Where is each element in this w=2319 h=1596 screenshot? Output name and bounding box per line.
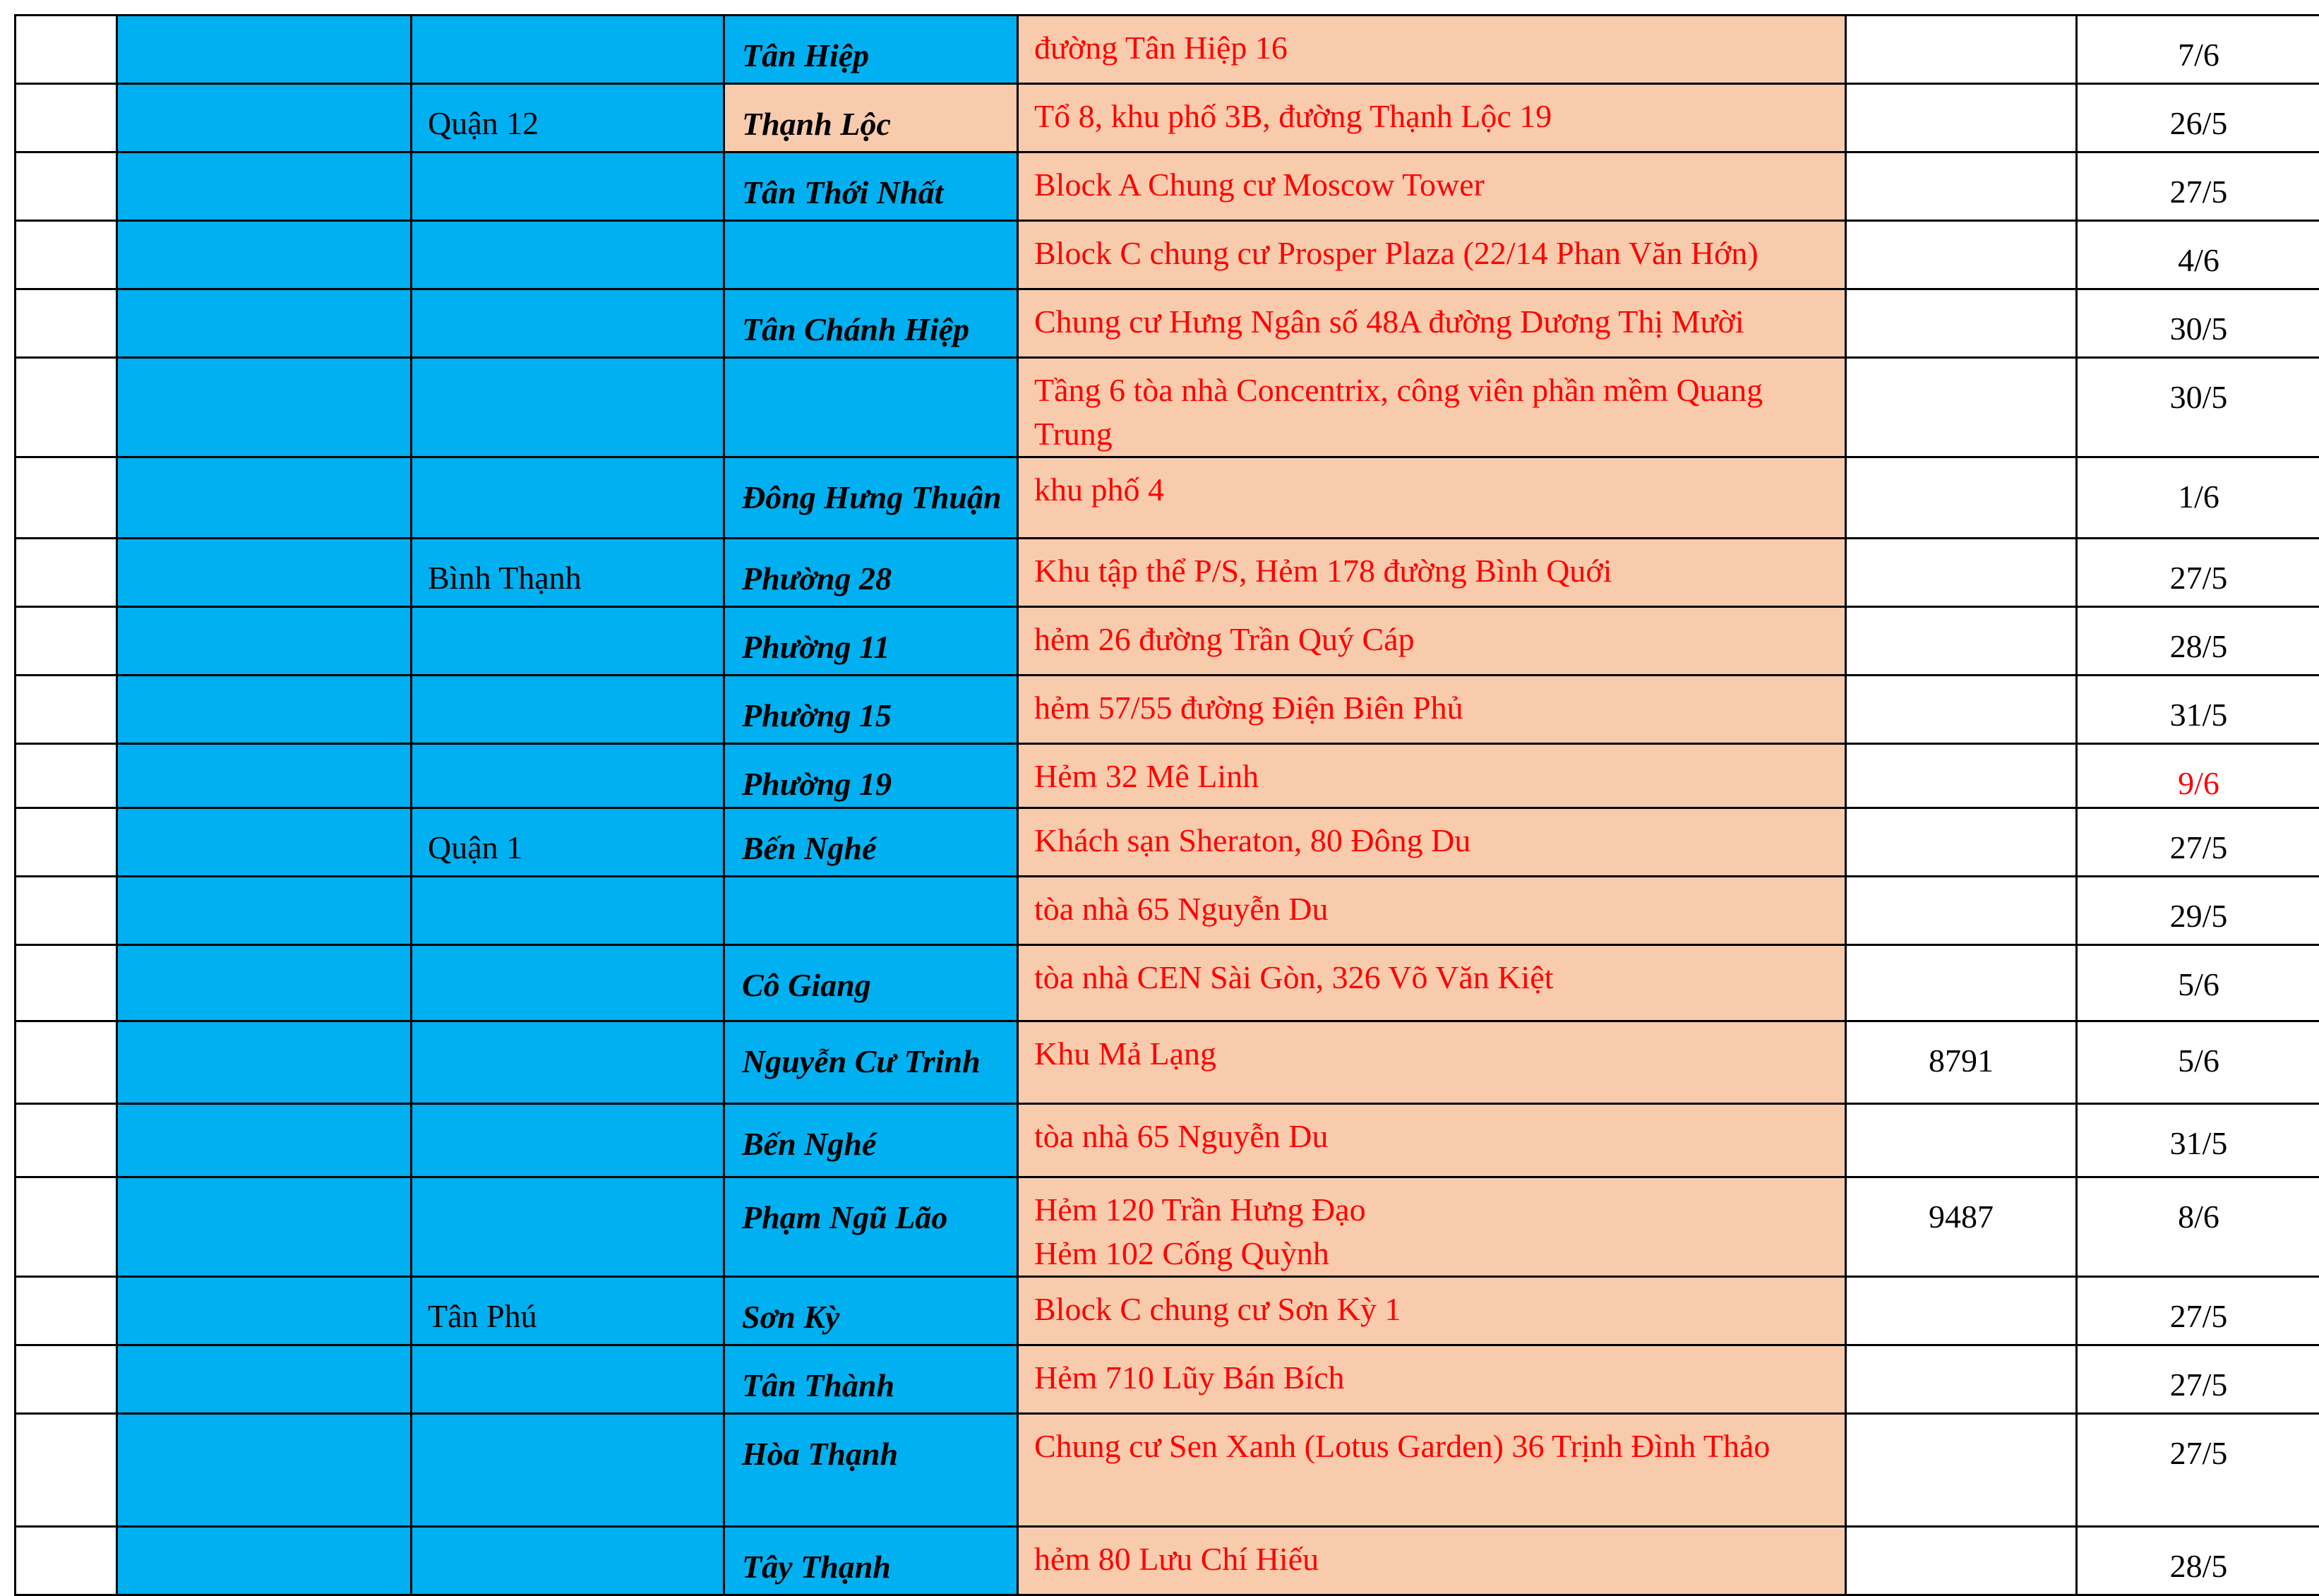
address-text: tòa nhà 65 Nguyễn Du xyxy=(1019,1105,1845,1158)
ward-cell xyxy=(724,1527,1018,1595)
address-cell xyxy=(1018,457,1846,539)
address-cell xyxy=(1018,808,1846,877)
case-count-text xyxy=(1847,458,2075,478)
date-text: 31/5 xyxy=(2078,1105,2319,1162)
ward-text xyxy=(725,877,1017,897)
district-text xyxy=(412,1022,723,1042)
date-text: 28/5 xyxy=(2078,608,2319,665)
date-text: 31/5 xyxy=(2078,676,2319,733)
date-cell xyxy=(2077,539,2319,607)
date-cell xyxy=(2077,84,2319,152)
table-row xyxy=(16,1345,2319,1414)
index-cell xyxy=(16,1414,117,1527)
address-text: hẻm 57/55 đường Điện Biên Phủ xyxy=(1019,676,1845,730)
district-cell xyxy=(412,607,724,676)
index-cell xyxy=(16,539,117,607)
address-text: đường Tân Hiệp 16 xyxy=(1019,16,1845,70)
region-cell xyxy=(117,607,412,676)
region-cell xyxy=(117,945,412,1021)
date-text: 30/5 xyxy=(2078,290,2319,347)
ward-cell xyxy=(724,676,1018,744)
address-cell xyxy=(1018,84,1846,152)
date-cell xyxy=(2077,1021,2319,1104)
ward-cell xyxy=(724,945,1018,1021)
ward-text: Tân Thới Nhất xyxy=(725,153,1017,212)
case-count-text xyxy=(1847,745,2075,764)
case-count-text xyxy=(1847,676,2075,696)
region-cell xyxy=(117,358,412,457)
address-text: Hẻm 710 Lũy Bán Bích xyxy=(1019,1346,1845,1400)
ward-text: Tân Hiệp xyxy=(725,16,1017,76)
case-count-text xyxy=(1847,1415,2075,1434)
ward-text: Phường 11 xyxy=(725,608,1017,667)
district-text: Bình Thạnh xyxy=(412,539,723,596)
ward-cell xyxy=(724,808,1018,877)
date-text: 29/5 xyxy=(2078,877,2319,935)
address-cell xyxy=(1018,1527,1846,1595)
address-cell xyxy=(1018,358,1846,457)
ward-text: Sơn Kỳ xyxy=(725,1278,1017,1337)
ward-cell xyxy=(724,539,1018,607)
address-text: Chung cư Hưng Ngân số 48A đường Dương Thị Mười xyxy=(1019,290,1845,344)
region-cell xyxy=(117,289,412,358)
address-text: tòa nhà 65 Nguyễn Du xyxy=(1019,877,1845,931)
table-row xyxy=(16,744,2319,808)
case-count-text xyxy=(1847,1105,2075,1124)
case-count-cell xyxy=(1846,808,2077,877)
address-text: Block C chung cư Prosper Plaza (22/14 Phan Văn Hớn) xyxy=(1019,222,1845,275)
ward-cell xyxy=(724,16,1018,84)
index-cell xyxy=(16,607,117,676)
case-count-cell xyxy=(1846,16,2077,84)
region-cell xyxy=(117,221,412,289)
address-text: Hẻm 120 Trần Hưng Đạo Hẻm 102 Cống Quỳnh xyxy=(1019,1178,1845,1276)
case-count-text xyxy=(1847,153,2075,173)
case-count-cell xyxy=(1846,1414,2077,1527)
district-cell xyxy=(412,152,724,221)
district-cell xyxy=(412,358,724,457)
district-cell xyxy=(412,1104,724,1177)
table-row xyxy=(16,877,2319,945)
ward-cell xyxy=(724,358,1018,457)
ward-cell xyxy=(724,877,1018,945)
district-cell xyxy=(412,221,724,289)
date-text: 26/5 xyxy=(2078,85,2319,142)
date-text: 27/5 xyxy=(2078,153,2319,210)
index-cell xyxy=(16,1104,117,1177)
index-cell xyxy=(16,1021,117,1104)
date-text: 28/5 xyxy=(2078,1528,2319,1585)
case-count-cell xyxy=(1846,1345,2077,1414)
date-cell xyxy=(2077,1345,2319,1414)
ward-text: Đông Hưng Thuận xyxy=(725,458,1017,517)
ward-text: Phường 28 xyxy=(725,539,1017,599)
case-count-cell xyxy=(1846,945,2077,1021)
district-text xyxy=(412,946,723,966)
date-cell xyxy=(2077,358,2319,457)
case-count-text xyxy=(1847,946,2075,966)
district-text xyxy=(412,16,723,36)
district-text: Tân Phú xyxy=(412,1278,723,1335)
ward-text: Phạm Ngũ Lão xyxy=(725,1178,1017,1237)
date-text: 30/5 xyxy=(2078,359,2319,416)
ward-cell xyxy=(724,744,1018,808)
ward-text: Phường 19 xyxy=(725,745,1017,804)
index-cell xyxy=(16,1277,117,1345)
ward-cell xyxy=(724,457,1018,539)
district-cell xyxy=(412,16,724,84)
ward-text xyxy=(725,359,1017,378)
district-cell xyxy=(412,1345,724,1414)
date-text: 27/5 xyxy=(2078,1278,2319,1335)
address-cell xyxy=(1018,221,1846,289)
address-cell xyxy=(1018,744,1846,808)
address-text: hẻm 80 Lưu Chí Hiếu xyxy=(1019,1528,1845,1581)
district-cell xyxy=(412,808,724,877)
index-cell xyxy=(16,358,117,457)
case-count-text xyxy=(1847,359,2075,378)
table-row xyxy=(16,221,2319,289)
case-count-cell xyxy=(1846,84,2077,152)
case-count-cell xyxy=(1846,1177,2077,1277)
case-count-text xyxy=(1847,85,2075,104)
date-text: 27/5 xyxy=(2078,809,2319,866)
address-text: hẻm 26 đường Trần Quý Cáp xyxy=(1019,608,1845,661)
index-cell xyxy=(16,808,117,877)
ward-text: Tân Chánh Hiệp xyxy=(725,290,1017,349)
table-row xyxy=(16,84,2319,152)
date-text: 27/5 xyxy=(2078,1415,2319,1472)
address-cell xyxy=(1018,1021,1846,1104)
district-cell xyxy=(412,1414,724,1527)
date-cell xyxy=(2077,1414,2319,1527)
ward-cell xyxy=(724,289,1018,358)
address-text: Khu tập thể P/S, Hẻm 178 đường Bình Quới xyxy=(1019,539,1845,593)
region-cell xyxy=(117,1021,412,1104)
district-text xyxy=(412,458,723,478)
case-count-cell xyxy=(1846,744,2077,808)
date-cell xyxy=(2077,676,2319,744)
date-cell xyxy=(2077,607,2319,676)
case-count-cell xyxy=(1846,1527,2077,1595)
index-cell xyxy=(16,1177,117,1277)
index-cell xyxy=(16,457,117,539)
case-count-text xyxy=(1847,539,2075,559)
ward-cell xyxy=(724,1021,1018,1104)
address-text: tòa nhà CEN Sài Gòn, 326 Võ Văn Kiệt xyxy=(1019,946,1845,1000)
ward-cell xyxy=(724,1277,1018,1345)
case-count-text: 9487 xyxy=(1847,1178,2075,1235)
date-cell xyxy=(2077,289,2319,358)
date-text: 4/6 xyxy=(2078,222,2319,279)
ward-text: Tây Thạnh xyxy=(725,1528,1017,1587)
district-cell xyxy=(412,945,724,1021)
ward-text: Hòa Thạnh xyxy=(725,1415,1017,1474)
address-cell xyxy=(1018,676,1846,744)
table-row xyxy=(16,289,2319,358)
region-cell xyxy=(117,1104,412,1177)
date-cell xyxy=(2077,1104,2319,1177)
district-cell xyxy=(412,1021,724,1104)
case-count-text xyxy=(1847,1528,2075,1547)
district-text xyxy=(412,1528,723,1547)
case-count-cell xyxy=(1846,1021,2077,1104)
case-count-text xyxy=(1847,16,2075,36)
ward-text: Bến Nghé xyxy=(725,809,1017,868)
address-cell xyxy=(1018,607,1846,676)
ward-cell xyxy=(724,1177,1018,1277)
address-text: khu phố 4 xyxy=(1019,458,1845,512)
district-text xyxy=(412,676,723,696)
region-cell xyxy=(117,808,412,877)
case-count-cell xyxy=(1846,152,2077,221)
region-cell xyxy=(117,16,412,84)
index-cell xyxy=(16,1345,117,1414)
case-count-text xyxy=(1847,877,2075,897)
ward-text: Cô Giang xyxy=(725,946,1017,1005)
date-text: 5/6 xyxy=(2078,946,2319,1003)
district-text xyxy=(412,1178,723,1198)
district-text xyxy=(412,153,723,173)
case-count-cell xyxy=(1846,1104,2077,1177)
ward-cell xyxy=(724,1104,1018,1177)
address-cell xyxy=(1018,289,1846,358)
district-text xyxy=(412,608,723,628)
outbreak-locations-table xyxy=(14,14,2319,1596)
address-cell xyxy=(1018,945,1846,1021)
date-cell xyxy=(2077,1527,2319,1595)
district-text: Quận 12 xyxy=(412,85,723,142)
district-cell xyxy=(412,877,724,945)
district-cell xyxy=(412,457,724,539)
case-count-cell xyxy=(1846,676,2077,744)
address-cell xyxy=(1018,539,1846,607)
region-cell xyxy=(117,877,412,945)
date-cell xyxy=(2077,877,2319,945)
region-cell xyxy=(117,152,412,221)
index-cell xyxy=(16,744,117,808)
address-cell xyxy=(1018,152,1846,221)
index-cell xyxy=(16,16,117,84)
date-cell xyxy=(2077,1277,2319,1345)
table-row xyxy=(16,1104,2319,1177)
address-text: Khách sạn Sheraton, 80 Đông Du xyxy=(1019,809,1845,863)
address-text: Tổ 8, khu phố 3B, đường Thạnh Lộc 19 xyxy=(1019,85,1845,138)
date-cell xyxy=(2077,808,2319,877)
address-cell xyxy=(1018,1177,1846,1277)
ward-text: Tân Thành xyxy=(725,1346,1017,1405)
address-text: Khu Mả Lạng xyxy=(1019,1022,1845,1076)
case-count-text xyxy=(1847,1278,2075,1297)
table-row xyxy=(16,358,2319,457)
address-cell xyxy=(1018,1345,1846,1414)
date-text: 9/6 xyxy=(2078,745,2319,802)
district-cell xyxy=(412,676,724,744)
case-count-cell xyxy=(1846,289,2077,358)
table-row xyxy=(16,16,2319,84)
date-cell xyxy=(2077,945,2319,1021)
district-text xyxy=(412,1346,723,1366)
region-cell xyxy=(117,1177,412,1277)
index-cell xyxy=(16,289,117,358)
case-count-cell xyxy=(1846,607,2077,676)
date-text: 5/6 xyxy=(2078,1022,2319,1079)
case-count-cell xyxy=(1846,1277,2077,1345)
district-cell xyxy=(412,1277,724,1345)
region-cell xyxy=(117,676,412,744)
region-cell xyxy=(117,457,412,539)
address-text: Hẻm 32 Mê Linh xyxy=(1019,745,1845,798)
table-row xyxy=(16,152,2319,221)
address-cell xyxy=(1018,1277,1846,1345)
case-count-cell xyxy=(1846,221,2077,289)
address-cell xyxy=(1018,1104,1846,1177)
ward-text: Thạnh Lộc xyxy=(725,85,1017,144)
district-cell xyxy=(412,744,724,808)
address-text: Tầng 6 tòa nhà Concentrix, công viên phần mềm Quang Trung xyxy=(1019,359,1845,456)
date-cell xyxy=(2077,16,2319,84)
region-cell xyxy=(117,1277,412,1345)
date-text: 27/5 xyxy=(2078,1346,2319,1403)
date-cell xyxy=(2077,221,2319,289)
table-row xyxy=(16,1414,2319,1527)
district-cell xyxy=(412,1527,724,1595)
district-cell xyxy=(412,289,724,358)
ward-text: Nguyễn Cư Trinh xyxy=(725,1022,1017,1081)
address-cell xyxy=(1018,16,1846,84)
ward-text xyxy=(725,222,1017,241)
ward-cell xyxy=(724,84,1018,152)
table-row xyxy=(16,457,2319,539)
district-text xyxy=(412,222,723,241)
ward-text: Bến Nghé xyxy=(725,1105,1017,1164)
case-count-text: 8791 xyxy=(1847,1022,2075,1079)
address-text: Block A Chung cư Moscow Tower xyxy=(1019,153,1845,207)
district-text xyxy=(412,877,723,897)
region-cell xyxy=(117,1414,412,1527)
district-cell xyxy=(412,1177,724,1277)
table-body xyxy=(16,16,2319,1595)
address-text: Block C chung cư Sơn Kỳ 1 xyxy=(1019,1278,1845,1331)
district-cell xyxy=(412,539,724,607)
region-cell xyxy=(117,744,412,808)
region-cell xyxy=(117,1527,412,1595)
address-cell xyxy=(1018,877,1846,945)
district-text xyxy=(412,1415,723,1434)
table-row xyxy=(16,808,2319,877)
ward-cell xyxy=(724,221,1018,289)
table-row xyxy=(16,1177,2319,1277)
date-text: 7/6 xyxy=(2078,16,2319,73)
table-row xyxy=(16,539,2319,607)
region-cell xyxy=(117,84,412,152)
case-count-text xyxy=(1847,1346,2075,1366)
district-text xyxy=(412,290,723,310)
ward-cell xyxy=(724,607,1018,676)
table-row xyxy=(16,676,2319,744)
index-cell xyxy=(16,676,117,744)
case-count-text xyxy=(1847,222,2075,241)
address-text: Chung cư Sen Xanh (Lotus Garden) 36 Trịnh Đình Thảo xyxy=(1019,1415,1845,1468)
date-text: 8/6 xyxy=(2078,1178,2319,1235)
district-text: Quận 1 xyxy=(412,809,723,866)
ward-cell xyxy=(724,1414,1018,1527)
date-cell xyxy=(2077,744,2319,808)
case-count-text xyxy=(1847,290,2075,310)
date-cell xyxy=(2077,457,2319,539)
case-count-cell xyxy=(1846,358,2077,457)
date-cell xyxy=(2077,152,2319,221)
table-row xyxy=(16,1021,2319,1104)
region-cell xyxy=(117,539,412,607)
index-cell xyxy=(16,1527,117,1595)
district-cell xyxy=(412,84,724,152)
district-text xyxy=(412,1105,723,1124)
table-row xyxy=(16,945,2319,1021)
ward-cell xyxy=(724,1345,1018,1414)
ward-text: Phường 15 xyxy=(725,676,1017,736)
case-count-cell xyxy=(1846,539,2077,607)
case-count-text xyxy=(1847,809,2075,829)
case-count-text xyxy=(1847,608,2075,628)
index-cell xyxy=(16,152,117,221)
date-cell xyxy=(2077,1177,2319,1277)
region-cell xyxy=(117,1345,412,1414)
table-row xyxy=(16,1277,2319,1345)
index-cell xyxy=(16,877,117,945)
district-text xyxy=(412,745,723,764)
index-cell xyxy=(16,945,117,1021)
address-cell xyxy=(1018,1414,1846,1527)
district-text xyxy=(412,359,723,378)
date-text: 1/6 xyxy=(2078,458,2319,515)
ward-cell xyxy=(724,152,1018,221)
table-row xyxy=(16,607,2319,676)
case-count-cell xyxy=(1846,877,2077,945)
index-cell xyxy=(16,84,117,152)
index-cell xyxy=(16,221,117,289)
table-row xyxy=(16,1527,2319,1595)
case-count-cell xyxy=(1846,457,2077,539)
date-text: 27/5 xyxy=(2078,539,2319,596)
